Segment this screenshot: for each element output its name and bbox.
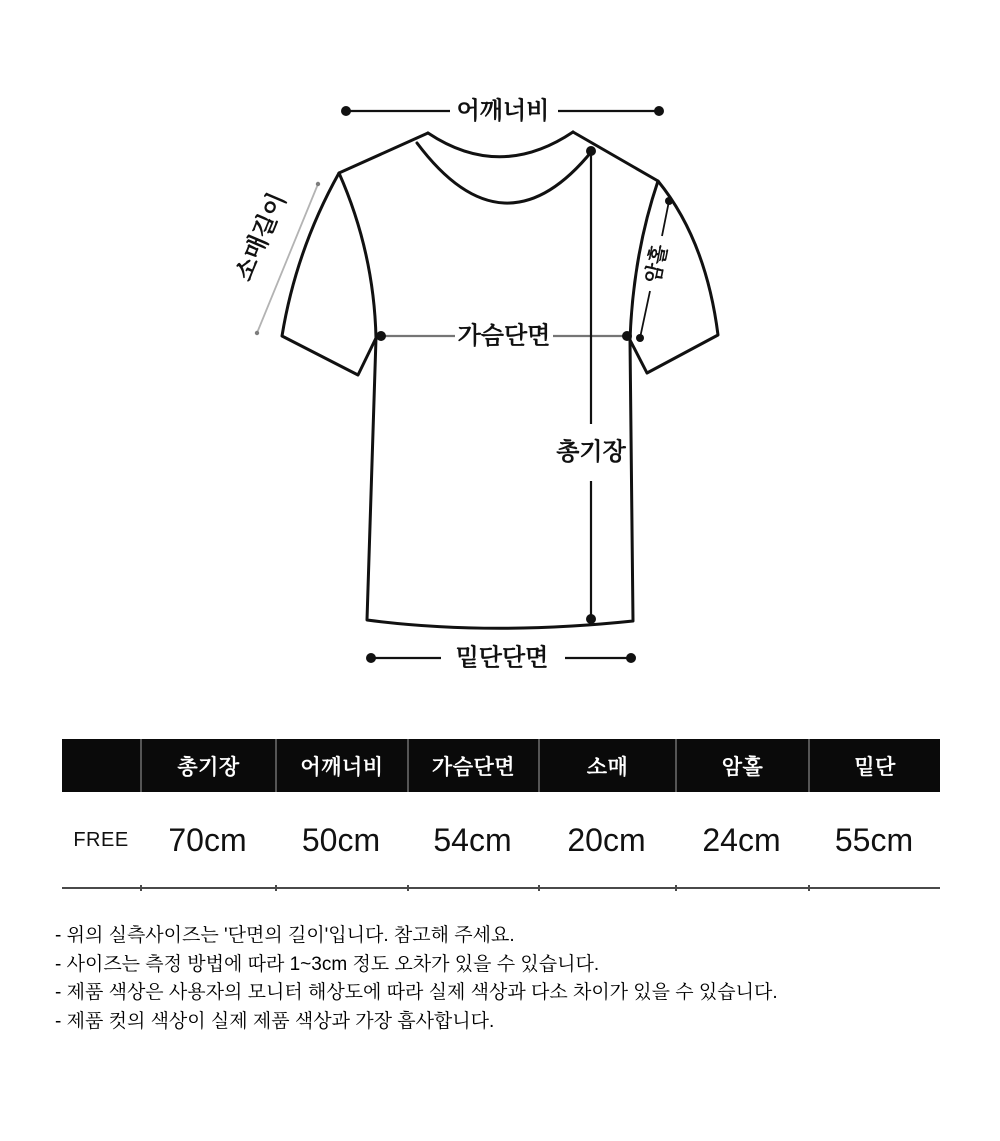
note-line: - 제품 컷의 색상이 실제 제품 색상과 가장 흡사합니다. [55, 1010, 495, 1032]
hem-width-label: 밑단단면 [455, 644, 549, 672]
length-measure-dot-bottom [586, 614, 596, 624]
chest-measure-dot-right [622, 331, 632, 341]
left-armhole-seam [339, 173, 376, 338]
header-cell-blank [62, 739, 140, 792]
rule-tick [538, 885, 540, 891]
shoulder-width-label: 어깨너비 [456, 97, 550, 125]
size-table [62, 739, 940, 888]
chest-width-label: 가슴단면 [457, 322, 551, 350]
cell-hem-value: 55cm [834, 821, 914, 858]
header-cell-armhole: 암홀 [675, 739, 808, 792]
cell-total-length-value: 70cm [168, 821, 247, 858]
armhole-label: 암홀 [642, 242, 672, 286]
hem-measure-dot-left [366, 653, 376, 663]
armhole-measure-dot-bottom [636, 334, 644, 342]
rule-tick [140, 885, 142, 891]
cell-armhole-value: 24cm [702, 821, 781, 858]
rule-tick [407, 885, 409, 891]
armhole-measure-dot-top [665, 197, 673, 205]
left-sleeve-outline [282, 133, 428, 375]
shoulder-measure-dot-left [341, 106, 351, 116]
sleeve-measure-dot-top [316, 182, 320, 186]
note-line: - 위의 실측사이즈는 '단면의 길이'입니다. 참고해 주세요. [55, 925, 515, 946]
measure-hem-width [366, 644, 636, 672]
rule-tick [275, 885, 277, 891]
header-cell-hem: 밑단 [808, 739, 940, 792]
table-bottom-rule [62, 887, 940, 889]
rule-tick [675, 885, 677, 891]
measure-chest-width [376, 322, 632, 350]
measure-total-length [556, 146, 626, 624]
sleeve-length-label: 소매길이 [230, 189, 292, 285]
header-cell-chest: 가슴단면 [407, 739, 538, 792]
note-line: - 제품 색상은 사용자의 모니터 해상도에 따라 실제 색상과 다소 차이가 있을 수 있습니다. [55, 982, 778, 1003]
body-outline [367, 338, 633, 628]
shoulder-measure-dot-right [654, 106, 664, 116]
measure-sleeve-length [230, 182, 321, 335]
cell-chest-value: 54cm [433, 821, 512, 858]
total-length-label: 총기장 [556, 438, 626, 466]
hem-measure-dot-right [626, 653, 636, 663]
header-cell-shoulder: 어깨너비 [275, 739, 407, 792]
sleeve-measure-dot-bottom [255, 331, 259, 335]
note-line: - 사이즈는 측정 방법에 따라 1~3cm 정도 오차가 있을 수 있습니다. [55, 953, 600, 975]
notes-section [55, 922, 955, 1036]
cell-sleeve-value: 20cm [567, 821, 646, 858]
collar-outer-arc [417, 143, 592, 203]
measure-armhole [636, 197, 673, 342]
cell-shoulder-value: 50cm [301, 821, 381, 858]
chest-measure-dot-left [376, 331, 386, 341]
measure-shoulder-width [341, 97, 664, 125]
length-measure-dot-top [586, 146, 596, 156]
cell-size-label: FREE [73, 828, 129, 851]
header-cell-total-length: 총기장 [140, 739, 275, 792]
rule-tick [808, 885, 810, 891]
size-table-header-row [62, 739, 940, 792]
size-table-data-row [62, 792, 940, 888]
header-cell-sleeve: 소매 [538, 739, 675, 792]
collar-inner-arc [428, 132, 573, 157]
tshirt-outline [282, 132, 718, 628]
